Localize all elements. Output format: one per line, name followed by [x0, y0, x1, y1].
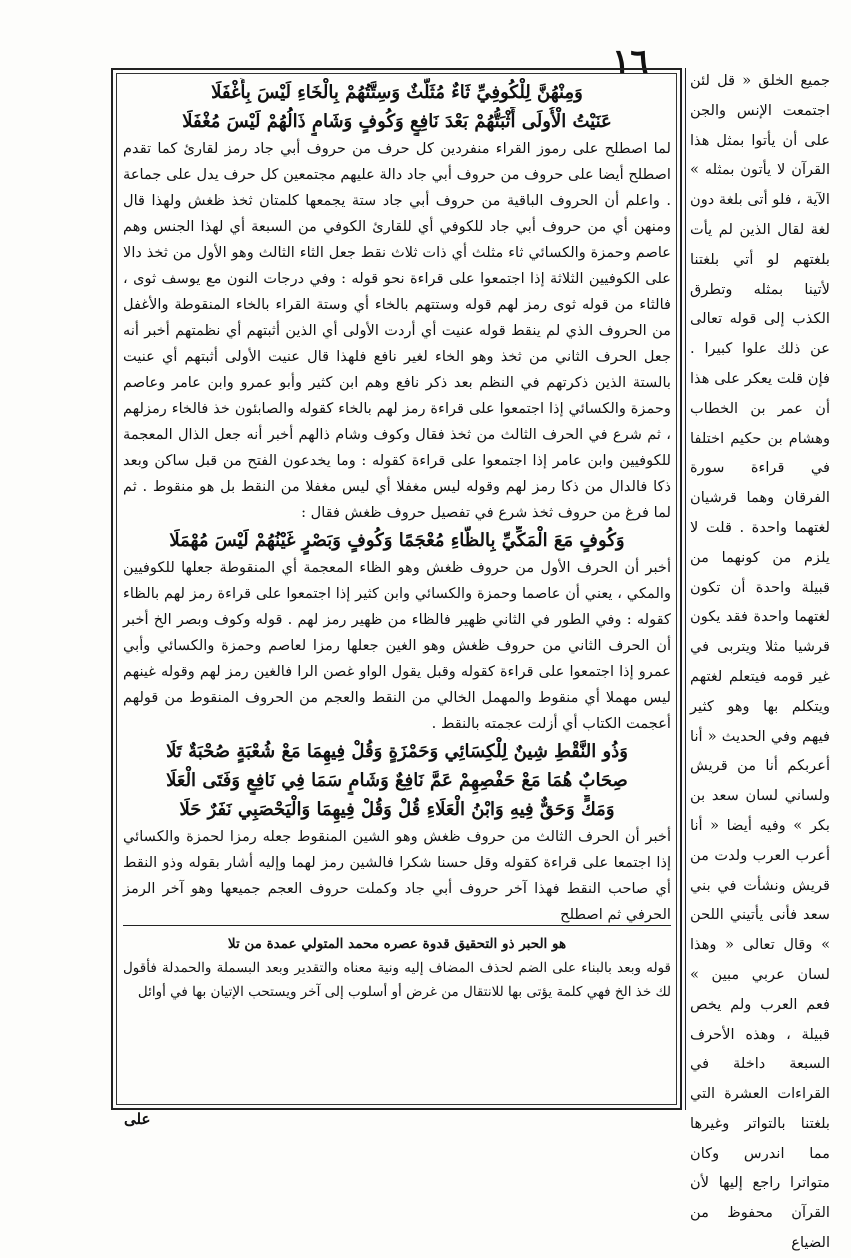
verse-line: عَنَيْتُ الْأُولَى أَثْبَتُّهُمْ بَعْدَ نَافِعٍ وَكُوفٍ وَشَامٍ ذَالُهُمْ لَيْسَ مُغْفَلَا: [182, 111, 612, 132]
footnote-block: [123, 932, 671, 1004]
footnote-verse: هو الحبر ذو التحقيق قدوة عصره محمد المتولي عمدة من تلا: [227, 936, 567, 952]
main-text-block: [123, 78, 671, 1078]
margin-paragraph: جميع الخلق « قل لئن اجتمعت الإنس والجن على أن يأتوا بمثل هذا القرآن لا يأتون بمثله » الآية ، فلو أتى بلغة دون لغة لقال الذين لم يأت بلغتهم لو أتي بلغتنا لأتينا بمثله وتطرق الكذب إلى قوله تعالى عن ذلك علوا كبيرا . فإن قلت يعكر على هذا أن عمر بن الخطاب وهشام بن حكيم اختلفا في قراءة سورة الفرقان وهما قرشيان لغتهما واحدة . قلت لا يلزم من كونهما من قبيلة واحدة أن تكون لغتهما واحدة فقد يكون قرشيا مثلا ويتربى في غير قومه فيتعلم لغتهم ويتكلم بها وهو كثير فيهم وفي الحديث « أنا أعربكم أنا من قريش ولساني لسان سعد بن بكر » وفيه أيضا « أنا أعرب العرب ولدت من قريش ونشأت في بني سعد فأنى يأتيني اللحن » وقال تعالى « وهذا لسان عربي مبين » فعم العرب ولم يخص قبيلة ، وهذه الأحرف السبعة داخلة في القراءات العشرة التي بلغتنا بالتواتر وغيرها مما اندرس وكان متواترا راجع إليها لأن القرآن محفوظ من الضياع: [690, 72, 830, 1252]
catchword: على: [124, 1110, 151, 1128]
verse-line: وَكُوفٍ مَعَ الْمَكِّيِّ بِالظَّاءِ مُعْجَمًا وَكُوفٍ وَبَصْرٍ غَيْنُهُمْ لَيْسَ مُهْمَلَا: [169, 530, 625, 551]
main-frame: [111, 68, 682, 1110]
commentary-paragraph: أخبر أن الحرف الأول من حروف ظغش وهو الظاء المعجمة أي المنقوطة جعلها للكوفيين والمكي ، يعني أن عاصما وحمزة والكسائي وابن كثير إذا اجتمعوا على قراءة رمز لهم بالظاء كقوله : وفي الطور في الثاني ظهير فالظاء من ظهير رمز لهم . قوله وكوف وبصر الخ أخبر أن الحرف الثاني من حروف ظغش وهو الغين جعلها رمزا لعاصم وحمزة والكسائي وأبي عمرو إذا اجتمعوا على قراءة كقوله وقبل يقول الواو غصن الرا فالغين رمز لهم وقوله غينهم ليس مهملا أي منقوط والمهمل الخالي من النقط والعجم من الحروف المنقوط من قولهم أعجمت الكتاب أي أزلت عجمته بالنقط .: [123, 559, 671, 732]
verse-line: وَمَكٍّ وَحَقٌّ فِيهِ وَابْنُ الْعَلَاءِ قُلْ وَقُلْ فِيهِمَا وَالْيَحْصَبِي نَفَرٌ حَلَا: [179, 799, 615, 820]
commentary-paragraph: أخبر أن الحرف الثالث من حروف ظغش وهو الشين المنقوط جعله رمزا لحمزة والكسائي إذا اجتمعا على قراءة كقوله وقل حسنا شكرا فالشين رمز لهما وإليه أشار بقوله وذو النقط أي صاحب النقط فهذا آخر حروف أبي جاد وكملت حروف العجم جميعها وهو آخر الرمز الحرفي ثم اصطلح: [123, 828, 671, 923]
verse-line: وَمِنْهُنَّ لِلْكُوفِيِّ ثَاءٌ مُثَلَّثٌ وَسِتَّتُهُمْ بِالْخَاءِ لَيْسَ بِأَغْفَلَا: [211, 82, 583, 103]
margin-commentary: [690, 66, 830, 1252]
page-number: ١٦: [612, 42, 649, 82]
footnote-divider: [123, 925, 671, 926]
verse-line: وَذُو النَّقْطِ شِينٌ لِلْكِسَائِي وَحَمْزَةٍ وَقُلْ فِيهِمَا مَعْ شُعْبَةٍ صُحْبَةٌ تَلَا: [166, 741, 628, 762]
commentary-paragraph: لما اصطلح على رموز القراء منفردين كل حرف من حروف أبي جاد رمز لقارئ كما تقدم اصطلح أيضا على حروف من حروف أبي جاد دالة عليهم مجتمعين كل حرف يدل على جماعة . واعلم أن الحروف الباقية من حروف أبي جاد ستة يجمعها كلمتان ثخذ ظغش ولهذا قال ومنهن أي من حروف أبي جاد للكوفي أي للقارئ الكوفي من السبعة أي لهذا الجنس وهم عاصم وحمزة والكسائي ثاء مثلث أي ذات ثلاث نقط جعل الثاء الثالث وهو الأول من ثخذ دالا على الكوفيين الثلاثة إذا اجتمعوا على قراءة نحو قوله : وفي درجات النون مع يوسف ثوى ، فالثاء من قوله ثوى رمز لهم قوله وستتهم بالخاء أي وستة القراء بالخاء المنقوطة والأغفل من الحروف الذي لم ينقط قوله عنيت أي أردت الأولى أي الذين أثبتهم أي نظمتهم أخبر أنه جعل الحرف الثاني من ثخذ وهو الخاء لغير نافع فلهذا قال عنيت الأولى أثبتهم أي عنيت بالستة الذين ذكرتهم في النظم بعد ذكر نافع وهم ابن كثير وأبو عمرو وابن عامر وعاصم وحمزة والكسائي إذا اجتمعوا على قراءة رمز لهم بالخاء كقوله والصابئون خذ فالخاء رمزلهم ، ثم شرع في الحرف الثالث من ثخذ فقال وكوف وشام ذالهم أخبر أنه جعل الذال المعجمة للكوفيين وابن عامر إذا اجتمعوا على قراءة كقوله : وما يخدعون الفتح من قبل ساكن وبعد ذكا فالدال من ذكا رمز لهم وقوله ليس مغفلا أي ليس مغفلا من النقط بل هو منقوط . ثم لما فرغ من حروف ثخذ شرع في تفصيل حروف ظغش فقال :: [123, 140, 671, 521]
verse-line: صِحَابٌ هُمَا مَعْ حَفْصِهِمْ عَمَّ نَافِعٌ وَشَامٍ سَمَا فِي نَافِعٍ وَفَتَى الْعَلَا: [166, 770, 628, 791]
footnote-text: قوله وبعد بالبناء على الضم لحذف المضاف إليه ونية معناه والتقدير وبعد البسملة والحمدلة فأقول لك خذ الخ فهي كلمة يؤتى بها للانتقال من غرض أو أسلوب إلى آخر ويستحب الإتيان بها في أوائل: [123, 960, 671, 1000]
margin-divider: [685, 68, 686, 1110]
